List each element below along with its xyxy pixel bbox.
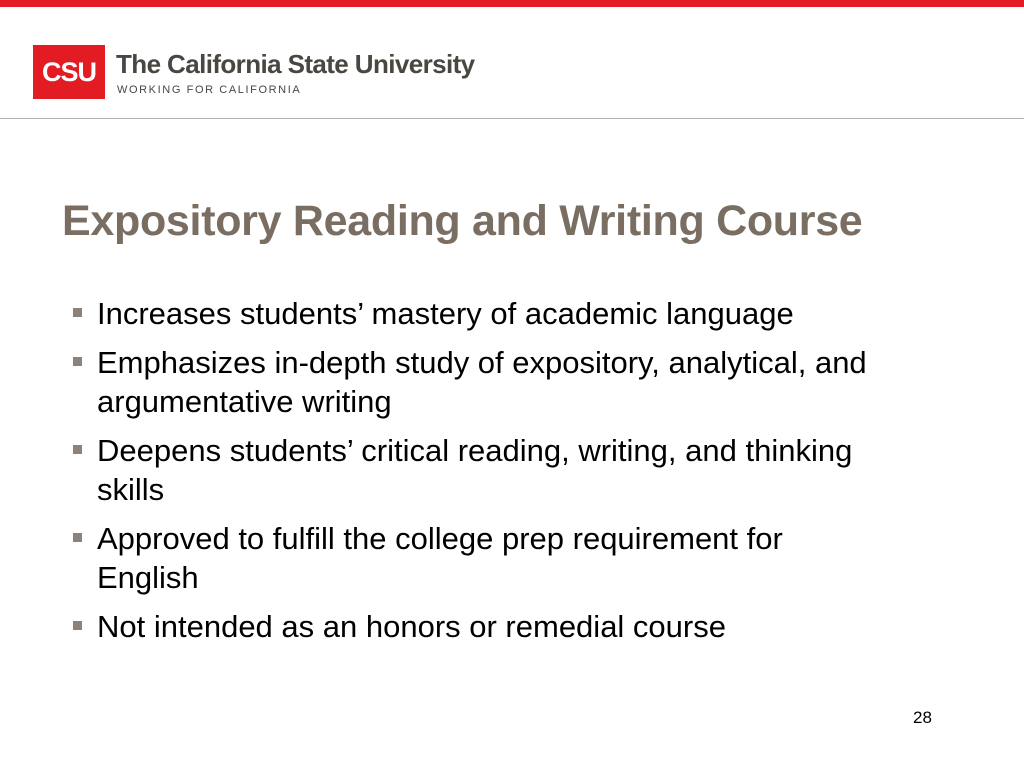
org-tagline: WORKING FOR CALIFORNIA <box>117 84 302 96</box>
bullet-item <box>72 431 882 509</box>
square-bullet-icon <box>73 357 82 366</box>
bullet-item <box>72 294 882 333</box>
bullet-text: Deepens students’ critical reading, writing, and thinking skills <box>97 433 853 507</box>
slide-title: Expository Reading and Writing Course <box>62 197 863 245</box>
csu-logo-text: CSU <box>41 56 96 87</box>
bullet-item <box>72 607 882 646</box>
page-number: 28 <box>913 708 932 727</box>
bullet-item <box>72 343 882 421</box>
top-red-bar <box>0 0 1024 7</box>
square-bullet-icon <box>73 308 82 317</box>
bullet-text: Approved to fulfill the college prep requirement for English <box>97 521 783 595</box>
bullet-list <box>72 294 882 656</box>
org-name: The California State University <box>116 49 475 79</box>
square-bullet-icon <box>73 533 82 542</box>
header-divider <box>0 118 1024 119</box>
square-bullet-icon <box>73 621 82 630</box>
square-bullet-icon <box>73 445 82 454</box>
bullet-text: Not intended as an honors or remedial course <box>97 609 726 644</box>
header <box>0 7 1024 118</box>
bullet-item <box>72 519 882 597</box>
bullet-text: Increases students’ mastery of academic language <box>97 296 794 331</box>
csu-logo <box>33 45 105 99</box>
bullet-text: Emphasizes in-depth study of expository, analytical, and argumentative writing <box>97 345 867 419</box>
